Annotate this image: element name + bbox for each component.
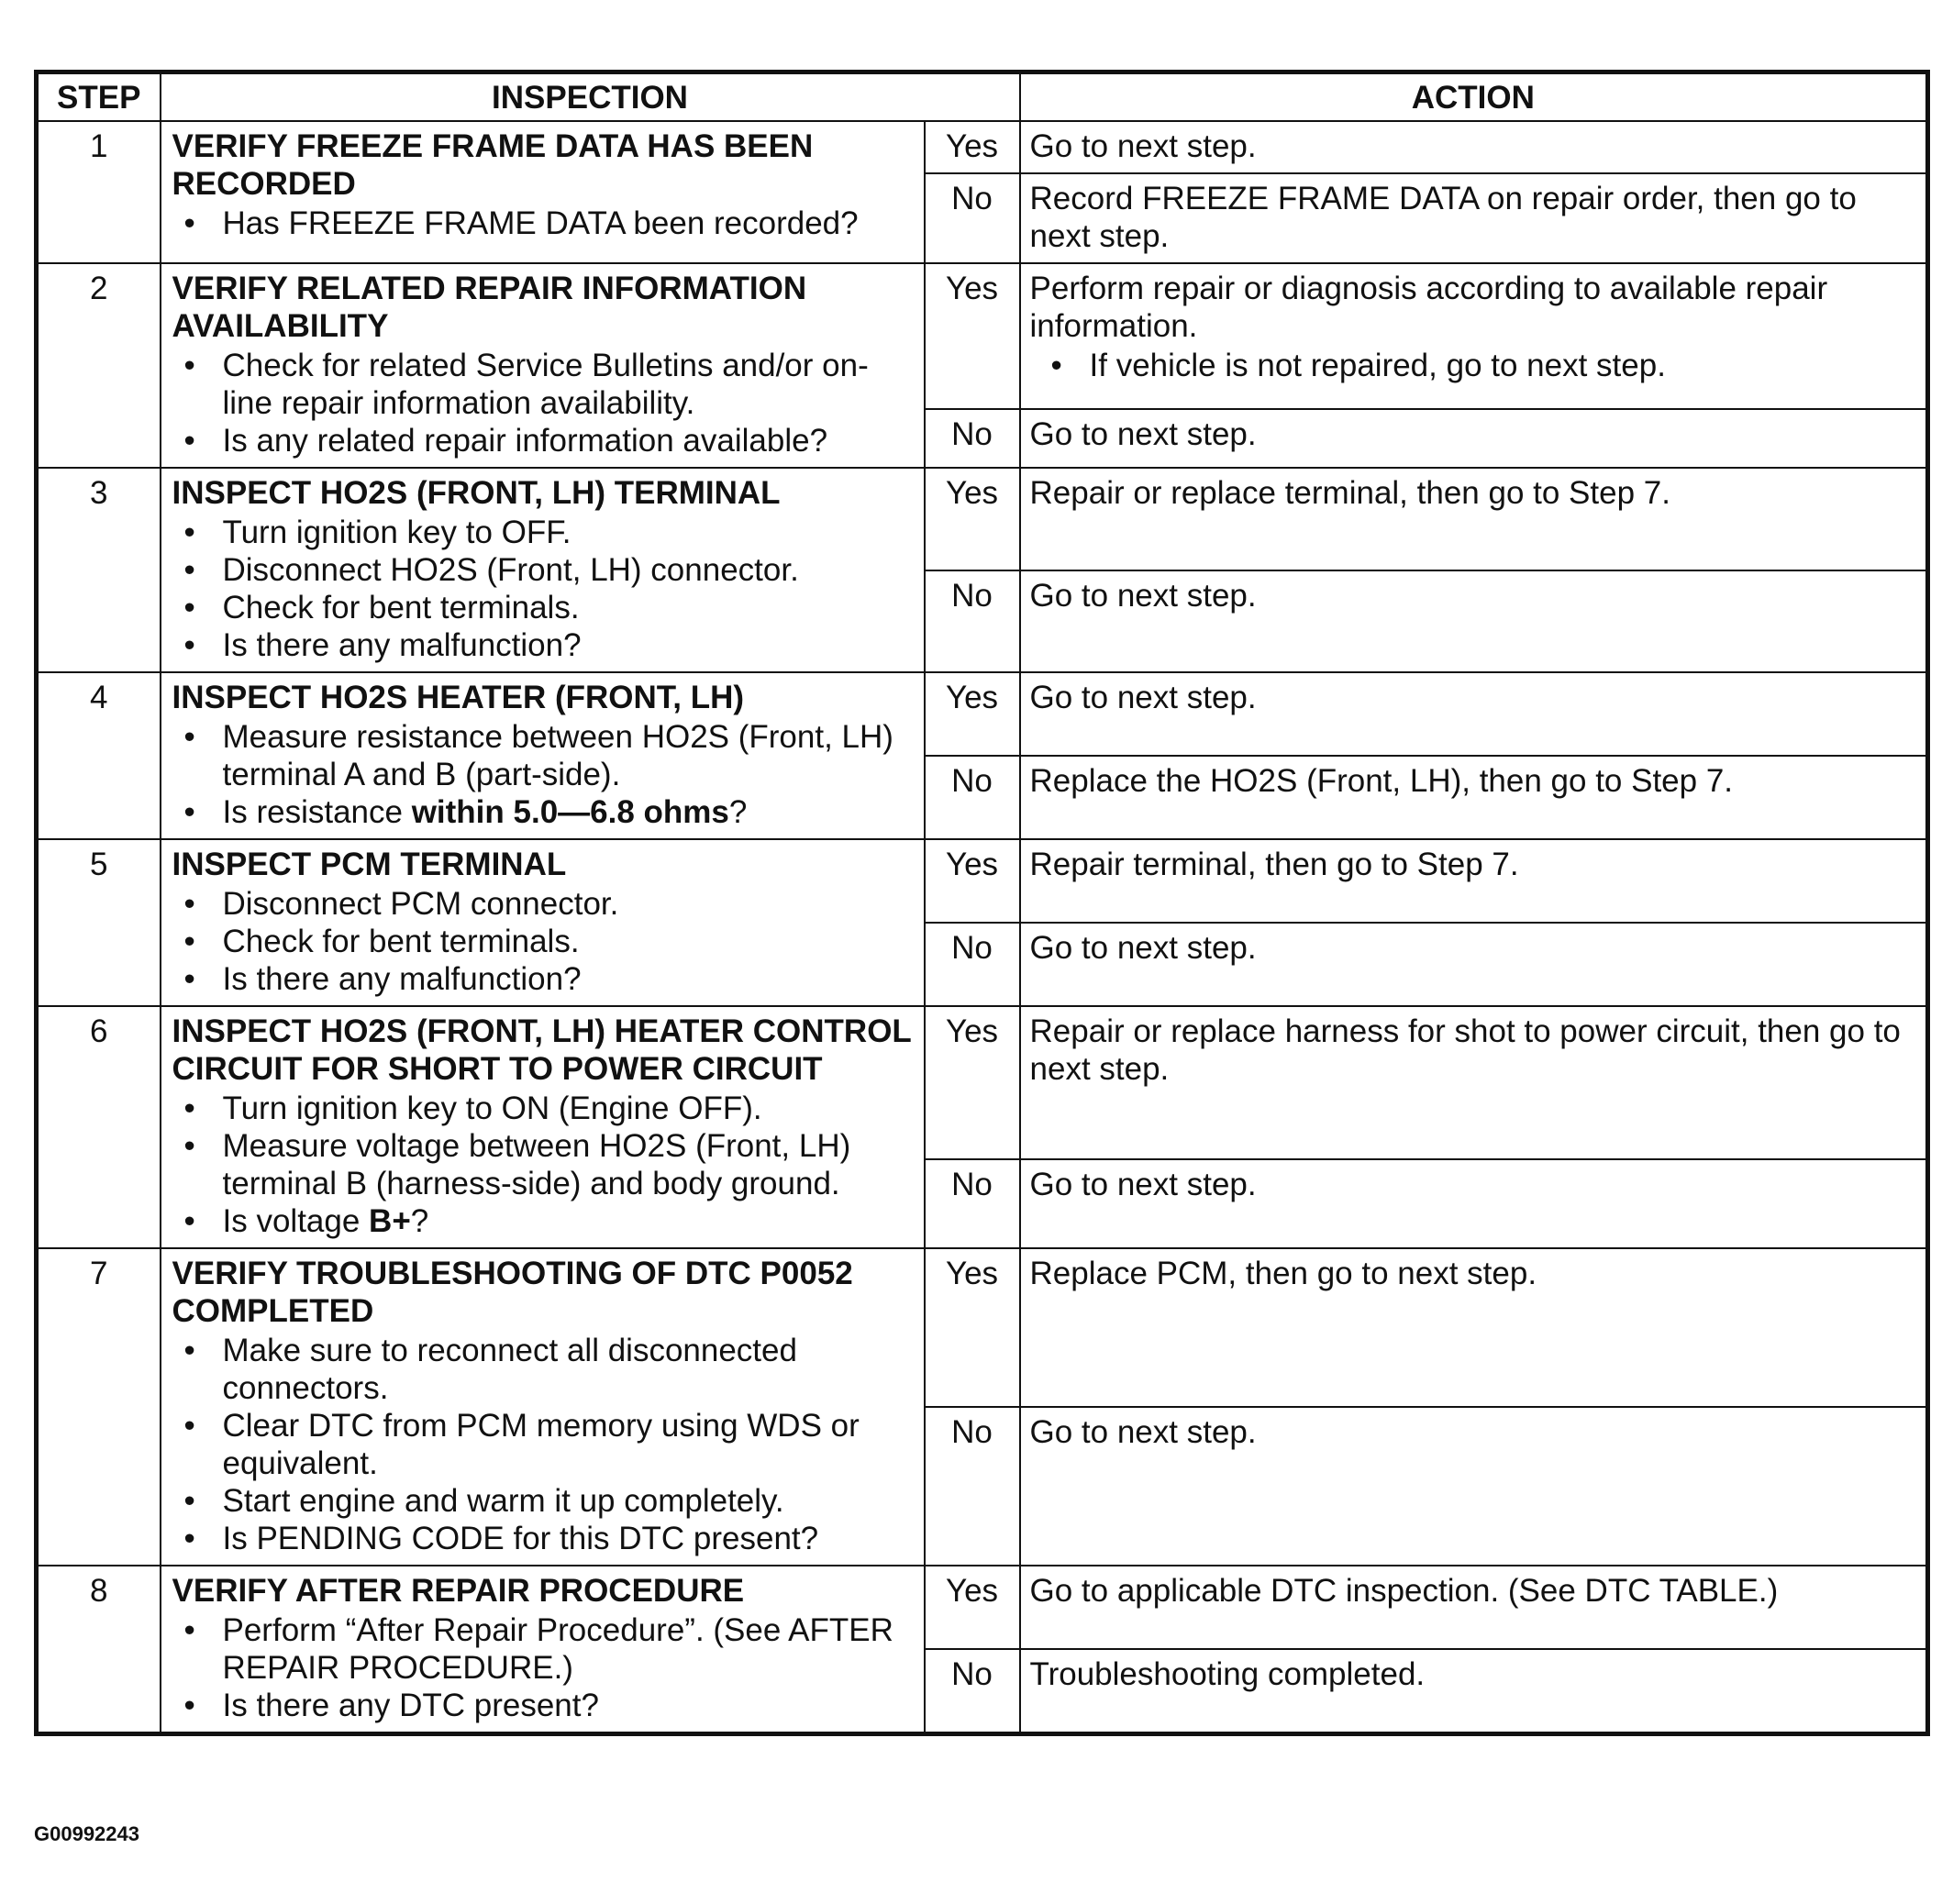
inspection-bullets: [172, 1090, 915, 1240]
action-yes: [1020, 1248, 1928, 1407]
action-bullet: • If vehicle is not repaired, go to next step.: [1039, 347, 1917, 384]
step-number: 8: [37, 1566, 161, 1734]
answer-yes: Yes: [925, 1566, 1020, 1649]
inspection-bullets: [172, 885, 915, 998]
step-number: 5: [37, 839, 161, 1006]
action-no: Go to next step.: [1020, 570, 1928, 673]
bullet-text: Is resistance: [222, 794, 412, 830]
inspection-bullets: [172, 514, 915, 664]
answer-no: No: [925, 756, 1020, 839]
bullet-text: Is voltage: [222, 1203, 370, 1239]
inspection-cell: [161, 263, 925, 468]
action-text: Go to next step.: [1029, 128, 1257, 164]
inspection-bullet: [172, 1202, 915, 1240]
action-yes: [1020, 672, 1928, 756]
inspection-bullets: [172, 205, 915, 242]
answer-no: No: [925, 1159, 1020, 1248]
inspection-bullet: • Turn ignition key to OFF.: [172, 514, 915, 551]
action-no: Record FREEZE FRAME DATA on repair order, then go to next step.: [1020, 173, 1928, 263]
diagnostic-table: [34, 70, 1930, 1736]
table-row: [37, 121, 1928, 173]
inspection-bullet: • Is PENDING CODE for this DTC present?: [172, 1520, 915, 1557]
inspection-bullet: • Check for bent terminals.: [172, 923, 915, 960]
inspection-bullets: [172, 347, 915, 459]
step-number: 4: [37, 672, 161, 839]
inspection-title: VERIFY FREEZE FRAME DATA HAS BEEN RECORDED: [172, 128, 814, 202]
inspection-column-header: INSPECTION: [161, 72, 1020, 122]
inspection-cell: [161, 468, 925, 672]
step-column-header: STEP: [37, 72, 161, 122]
action-no: Go to next step.: [1020, 923, 1928, 1006]
inspection-title: VERIFY AFTER REPAIR PROCEDURE: [172, 1573, 745, 1609]
inspection-bullet: [172, 793, 915, 831]
diagnostic-procedure: [34, 70, 1925, 1736]
table-row: [37, 672, 1928, 756]
action-text: Go to applicable DTC inspection. (See DTC TABLE.): [1029, 1573, 1779, 1609]
inspection-bullet: • Check for bent terminals.: [172, 589, 915, 626]
inspection-bullets: [172, 718, 915, 831]
action-no: Go to next step.: [1020, 409, 1928, 468]
action-bullets: [1039, 347, 1917, 384]
action-yes: [1020, 121, 1928, 173]
inspection-title: INSPECT HO2S (FRONT, LH) HEATER CONTROL CIRCUIT FOR SHORT TO POWER CIRCUIT: [172, 1013, 912, 1087]
answer-no: No: [925, 1407, 1020, 1566]
step-number: 1: [37, 121, 161, 263]
inspection-title: INSPECT PCM TERMINAL: [172, 847, 567, 882]
answer-no: No: [925, 173, 1020, 263]
table-row: [37, 1248, 1928, 1407]
inspection-bullet: • Disconnect PCM connector.: [172, 885, 915, 923]
step-number: 7: [37, 1248, 161, 1566]
figure-id: G00992243: [34, 1822, 139, 1845]
answer-no: No: [925, 923, 1020, 1006]
answer-yes: Yes: [925, 1006, 1020, 1159]
answer-yes: Yes: [925, 672, 1020, 756]
inspection-bullet: • Is there any DTC present?: [172, 1687, 915, 1724]
action-text: Go to next step.: [1029, 680, 1257, 715]
inspection-bullets: [172, 1332, 915, 1557]
bullet-text: ?: [728, 794, 748, 830]
answer-no: No: [925, 570, 1020, 673]
answer-yes: Yes: [925, 263, 1020, 409]
answer-no: No: [925, 1649, 1020, 1734]
bullet-emphasis: B+: [369, 1203, 411, 1239]
table-body: [37, 121, 1928, 1734]
bullet-emphasis: within 5.0—6.8 ohms: [411, 794, 729, 830]
action-no: Troubleshooting completed.: [1020, 1649, 1928, 1734]
table-header-row: [37, 72, 1928, 122]
action-column-header: ACTION: [1020, 72, 1928, 122]
inspection-cell: [161, 839, 925, 1006]
step-number: 2: [37, 263, 161, 468]
inspection-bullet: • Check for related Service Bulletins and/or on-line repair information availability.: [172, 347, 915, 422]
table-row: [37, 1006, 1928, 1159]
action-yes: [1020, 263, 1928, 409]
answer-yes: Yes: [925, 121, 1020, 173]
answer-yes: Yes: [925, 1248, 1020, 1407]
step-number: 6: [37, 1006, 161, 1248]
bullet-text: ?: [410, 1203, 429, 1239]
action-no: Go to next step.: [1020, 1407, 1928, 1566]
inspection-title: INSPECT HO2S HEATER (FRONT, LH): [172, 680, 745, 715]
answer-yes: Yes: [925, 468, 1020, 570]
inspection-bullet: • Is there any malfunction?: [172, 960, 915, 998]
action-text: Repair terminal, then go to Step 7.: [1029, 847, 1519, 882]
action-yes: [1020, 1566, 1928, 1649]
inspection-bullet: • Measure voltage between HO2S (Front, LH) terminal B (harness-side) and body ground.: [172, 1127, 915, 1202]
inspection-bullet: • Perform “After Repair Procedure”. (See AFTER REPAIR PROCEDURE.): [172, 1611, 915, 1687]
action-no: Replace the HO2S (Front, LH), then go to Step 7.: [1020, 756, 1928, 839]
inspection-cell: [161, 1248, 925, 1566]
inspection-bullet: • Disconnect HO2S (Front, LH) connector.: [172, 551, 915, 589]
inspection-bullet: • Start engine and warm it up completely.: [172, 1482, 915, 1520]
action-yes: [1020, 839, 1928, 923]
action-text: Repair or replace harness for shot to power circuit, then go to next step.: [1029, 1013, 1901, 1087]
inspection-title: VERIFY RELATED REPAIR INFORMATION AVAILABILITY: [172, 271, 807, 344]
inspection-bullet: • Turn ignition key to ON (Engine OFF).: [172, 1090, 915, 1127]
inspection-title: VERIFY TROUBLESHOOTING OF DTC P0052 COMPLETED: [172, 1256, 853, 1329]
answer-no: No: [925, 409, 1020, 468]
inspection-cell: [161, 672, 925, 839]
action-no: Go to next step.: [1020, 1159, 1928, 1248]
inspection-bullet: • Make sure to reconnect all disconnected connectors.: [172, 1332, 915, 1407]
answer-yes: Yes: [925, 839, 1020, 923]
inspection-cell: [161, 1006, 925, 1248]
inspection-bullet: • Is any related repair information available?: [172, 422, 915, 459]
inspection-bullet: • Measure resistance between HO2S (Front, LH) terminal A and B (part-side).: [172, 718, 915, 793]
inspection-bullet: • Is there any malfunction?: [172, 626, 915, 664]
action-text: Perform repair or diagnosis according to available repair information.: [1029, 271, 1828, 344]
step-number: 3: [37, 468, 161, 672]
inspection-cell: [161, 1566, 925, 1734]
inspection-title: INSPECT HO2S (FRONT, LH) TERMINAL: [172, 475, 781, 511]
table-row: [37, 839, 1928, 923]
action-text: Replace PCM, then go to next step.: [1029, 1256, 1537, 1291]
table-row: [37, 1566, 1928, 1649]
table-row: [37, 263, 1928, 409]
action-yes: [1020, 1006, 1928, 1159]
inspection-bullet: • Clear DTC from PCM memory using WDS or equivalent.: [172, 1407, 915, 1482]
table-row: [37, 468, 1928, 570]
action-text: Repair or replace terminal, then go to Step 7.: [1029, 475, 1670, 511]
action-yes: [1020, 468, 1928, 570]
inspection-bullets: [172, 1611, 915, 1724]
inspection-cell: [161, 121, 925, 263]
inspection-bullet: • Has FREEZE FRAME DATA been recorded?: [172, 205, 915, 242]
